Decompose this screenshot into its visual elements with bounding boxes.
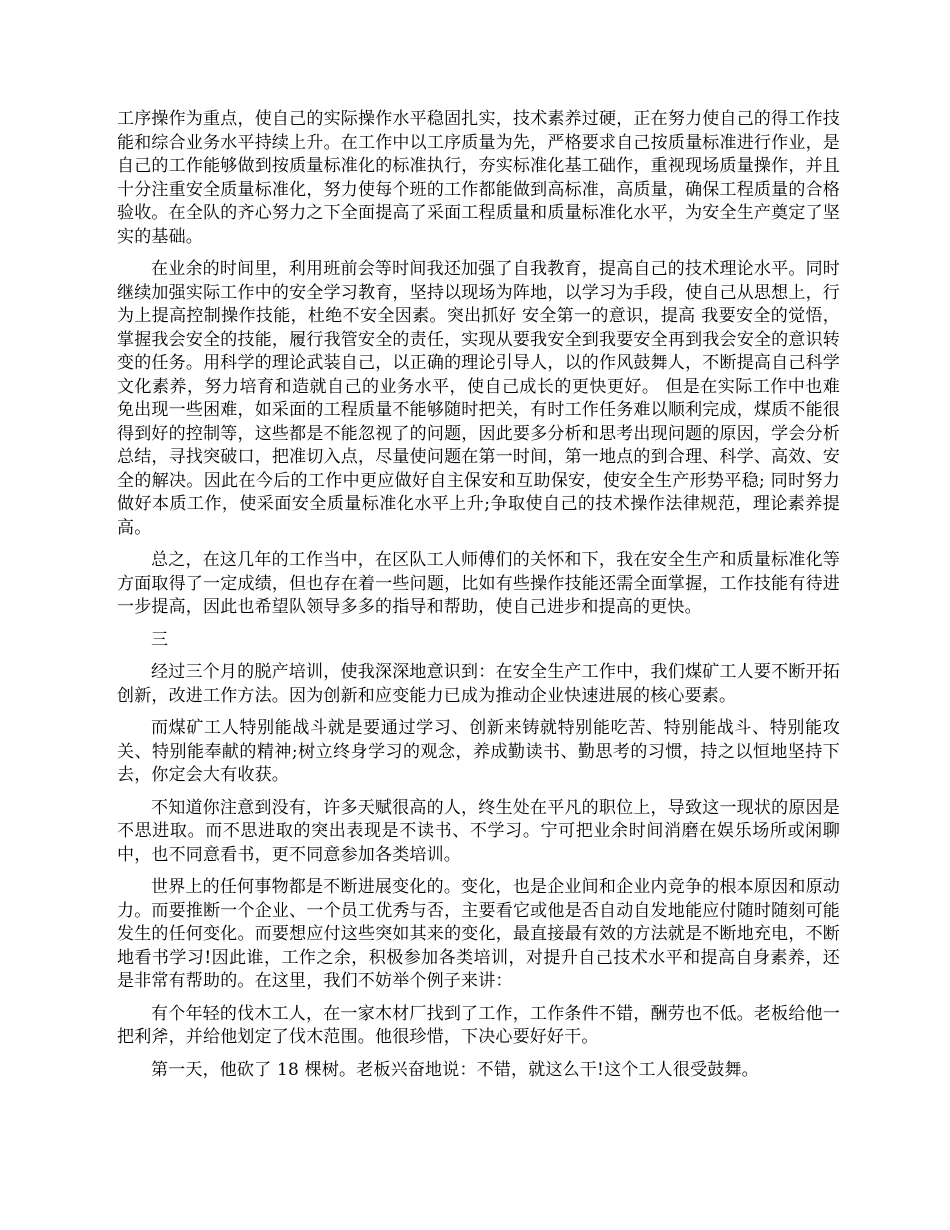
paragraph-work-quality: 工序操作为重点，使自己的实际操作水平稳固扎实，技术素养过硬，正在努力使自己的得工作技能和综合业务水平持续上升。在工作中以工序质量为先，严格要求自己按质量标准进行作业，是自己的工作能够做到按质量标准化的标准执行，夯实标准化基工础作，重视现场质量操作，并且十分注重安全质量标准化，努力使每个班的工作都能做到高标准，高质量，确保工程质量的合格验收。在全队的齐心努力之下全面提高了采面工程质量和质量标准化水平，为安全生产奠定了坚实的基础。 (117, 109, 840, 247)
paragraph-summary: 总之，在这几年的工作当中，在区队工人师傅们的关怀和下，我在安全生产和质量标准化等方面取得了一定成绩，但也存在着一些问题，比如有些操作技能还需全面掌握，工作技能有待进一步提高，因此也希望队领导多多的指导和帮助，使自己进步和提高的更快。 (117, 550, 840, 617)
section-heading-three: 三 (151, 629, 169, 650)
document-body (117, 108, 840, 1091)
paragraph-change: 世界上的任何事物都是不断进展变化的。变化，也是企业间和企业内竞争的根本原因和原动力。而要推断一个企业、一个员工优秀与否，主要看它或他是否自动自发地能应付随时随刻可能发生的任何变化。而要想应付这些突如其来的变化，最直接最有效的方法就是不断地充电，不断地看书学习!因此谁，工作之余，积极参加各类培训，对提升自己技术水平和提高自身素养，还是非常有帮助的。在这里，我们不妨举个例子来讲： (117, 877, 840, 991)
paragraph-coal-miner-spirit: 而煤矿工人特别能战斗就是要通过学习、创新来铸就特别能吃苦、特别能战斗、特别能攻关、特别能奉献的精神;树立终身学习的观念，养成勤读书、勤思考的习惯，持之以恒地坚持下去，你定会大有收获。 (117, 718, 840, 785)
paragraph-lumberjack-story: 有个年轻的伐木工人，在一家木材厂找到了工作，工作条件不错，酬劳也不低。老板给他一把利斧，并给他划定了伐木范围。他很珍惜，下决心要好好干。 (117, 1003, 840, 1047)
paragraph-self-education: 在业余的时间里，利用班前会等时间我还加强了自我教育，提高自己的技术理论水平。同时继续加强实际工作中的安全学习教育，坚持以现场为阵地，以学习为手段，使自己从思想上，行为上提高控制操作技能，杜绝不安全因素。突出抓好 安全第一的意识，提高 我要安全的觉悟，掌握我会安全的技能，履行我管安全的责任，实现从要我安全到我要安全再到我会安全的意识转变的任务。用科学的理论武装自己，以正确的理论引导人，以的作风鼓舞人，不断提高自己科学文化素养，努力培育和造就自己的业务水平，使自己成长的更快更好。 但是在实际工作中也难免出现一些困难，如采面的工程质量不能够随时把关，有时工作任务难以顺利完成，煤质不能很得到好的控制等，这些都是不能忽视了的问题，因此要多分析和思考出现问题的原因，学会分析总结，寻找突破口，把准切入点，尽量使问题在第一时间，第一地点的到合理、科学、高效、安全的解决。因此在今后的工作中更应做好自主保安和互助保安，使安全生产形势平稳; 同时努力做好本质工作，使采面安全质量标准化水平上升;争取使自己的技术操作法律规范，理论素养提高。 (117, 259, 840, 538)
paragraph-not-progressing: 不知道你注意到没有，许多天赋很高的人，终生处在平凡的职位上，导致这一现状的原因是不思进取。而不思进取的突出表现是不读书、不学习。宁可把业余时间消磨在娱乐场所或闲聊中，也不同意看书，更不同意参加各类培训。 (117, 797, 840, 865)
paragraph-first-day: 第一天，他砍了 18 棵树。老板兴奋地说：不错，就这么干!这个工人很受鼓舞。 (151, 1059, 759, 1080)
paragraph-training: 经过三个月的脱产培训，使我深深地意识到：在安全生产工作中，我们煤矿工人要不断开拓创新，改进工作方法。因为创新和应变能力已成为推动企业快速进展的核心要素。 (117, 662, 840, 706)
